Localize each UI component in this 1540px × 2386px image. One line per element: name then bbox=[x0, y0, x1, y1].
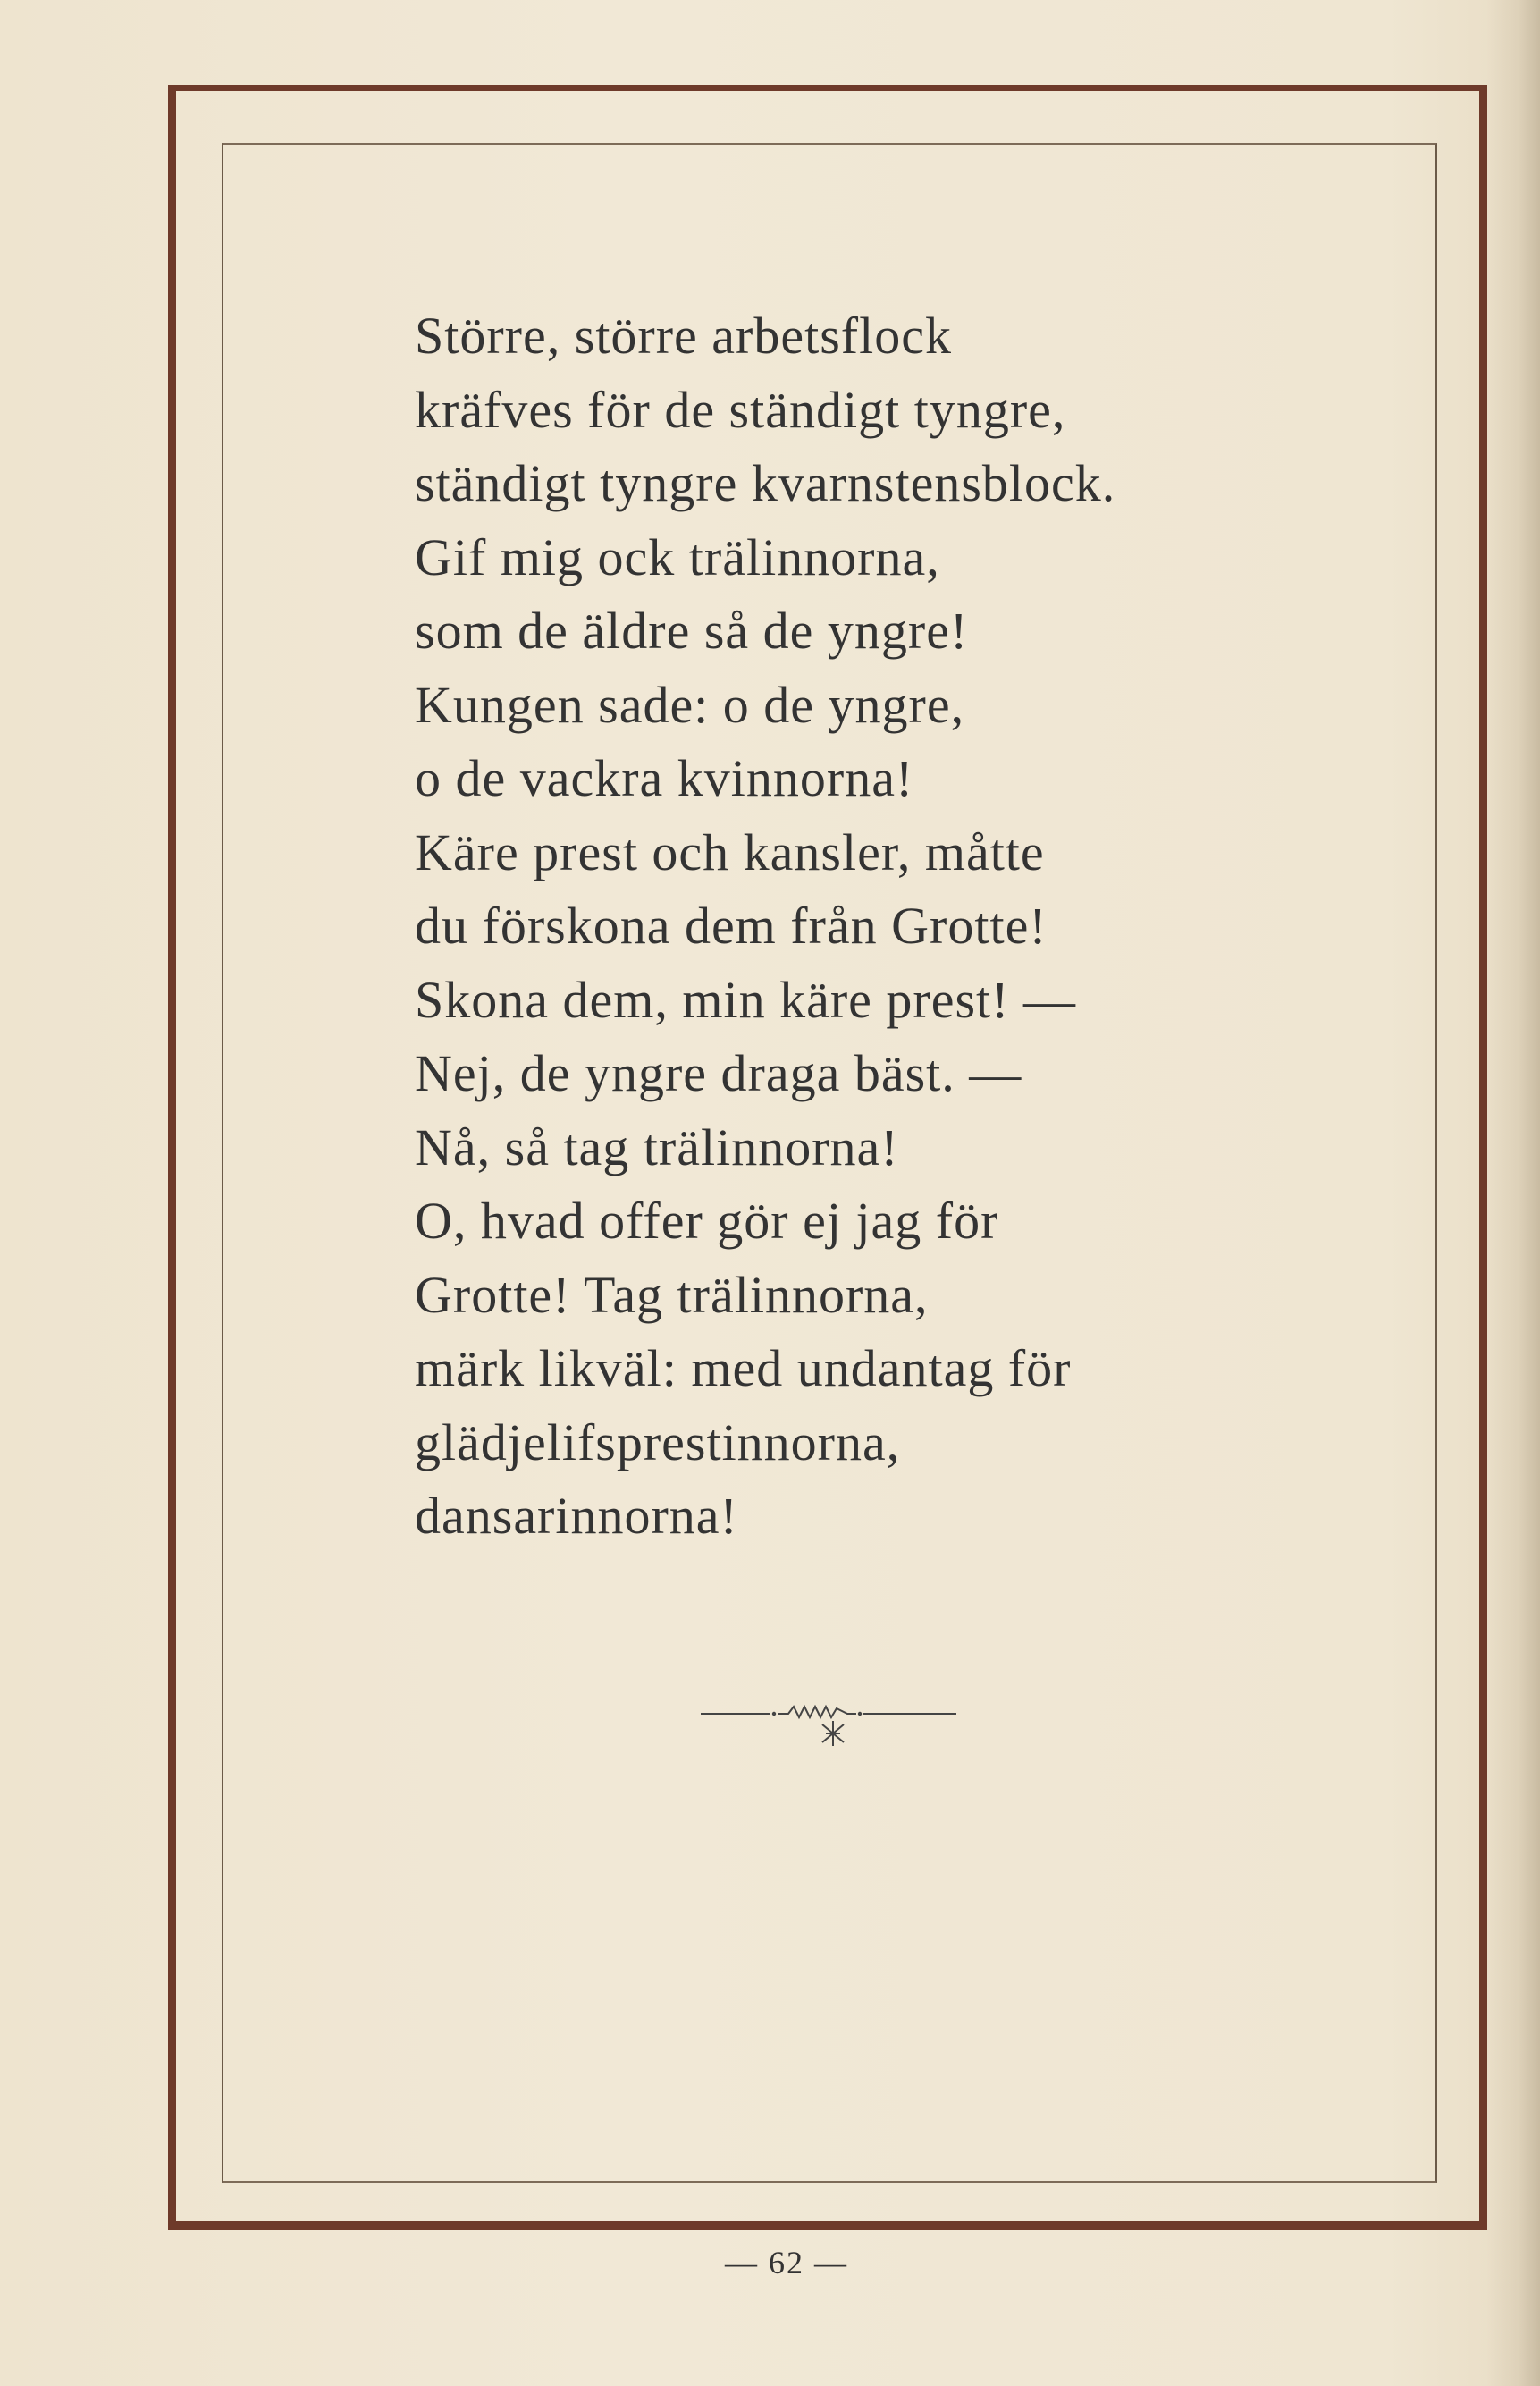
poem-line: Kungen sade: o de yngre, bbox=[415, 675, 965, 734]
poem-line: o de vackra kvinnorna! bbox=[415, 749, 914, 807]
poem-line: ständigt tyngre kvarnstensblock. bbox=[415, 454, 1116, 512]
poem-line: Nej, de yngre draga bäst. — bbox=[415, 1044, 1022, 1102]
poem-line: Större, större arbetsflock bbox=[415, 307, 952, 365]
page-number: — 62 — bbox=[725, 2245, 848, 2281]
poem-line: glädjelifsprestinnorna, bbox=[415, 1412, 901, 1471]
poem-line: du förskona dem från Grotte! bbox=[415, 897, 1048, 955]
page-edge-shadow bbox=[1486, 0, 1540, 2386]
poem-line: Käre prest och kansler, måtte bbox=[415, 822, 1045, 881]
poem-text bbox=[415, 299, 1362, 1554]
poem-line: märk likväl: med undantag för bbox=[415, 1339, 1072, 1397]
poem-line: Gif mig ock trälinnorna, bbox=[415, 527, 940, 586]
poem-line: Nå, så tag trälinnorna! bbox=[415, 1117, 899, 1176]
poem-line: kräfves för de ständigt tyngre, bbox=[415, 380, 1066, 439]
poem-line: som de äldre så de yngre! bbox=[415, 602, 969, 660]
poem-line: O, hvad offer gör ej jag för bbox=[415, 1192, 999, 1250]
tailpiece-ornament bbox=[699, 1694, 958, 1757]
poem-line: dansarinnorna! bbox=[415, 1487, 738, 1545]
poem-line: Skona dem, min käre prest! — bbox=[415, 970, 1076, 1029]
poem-line: Grotte! Tag trälinnorna, bbox=[415, 1265, 929, 1324]
